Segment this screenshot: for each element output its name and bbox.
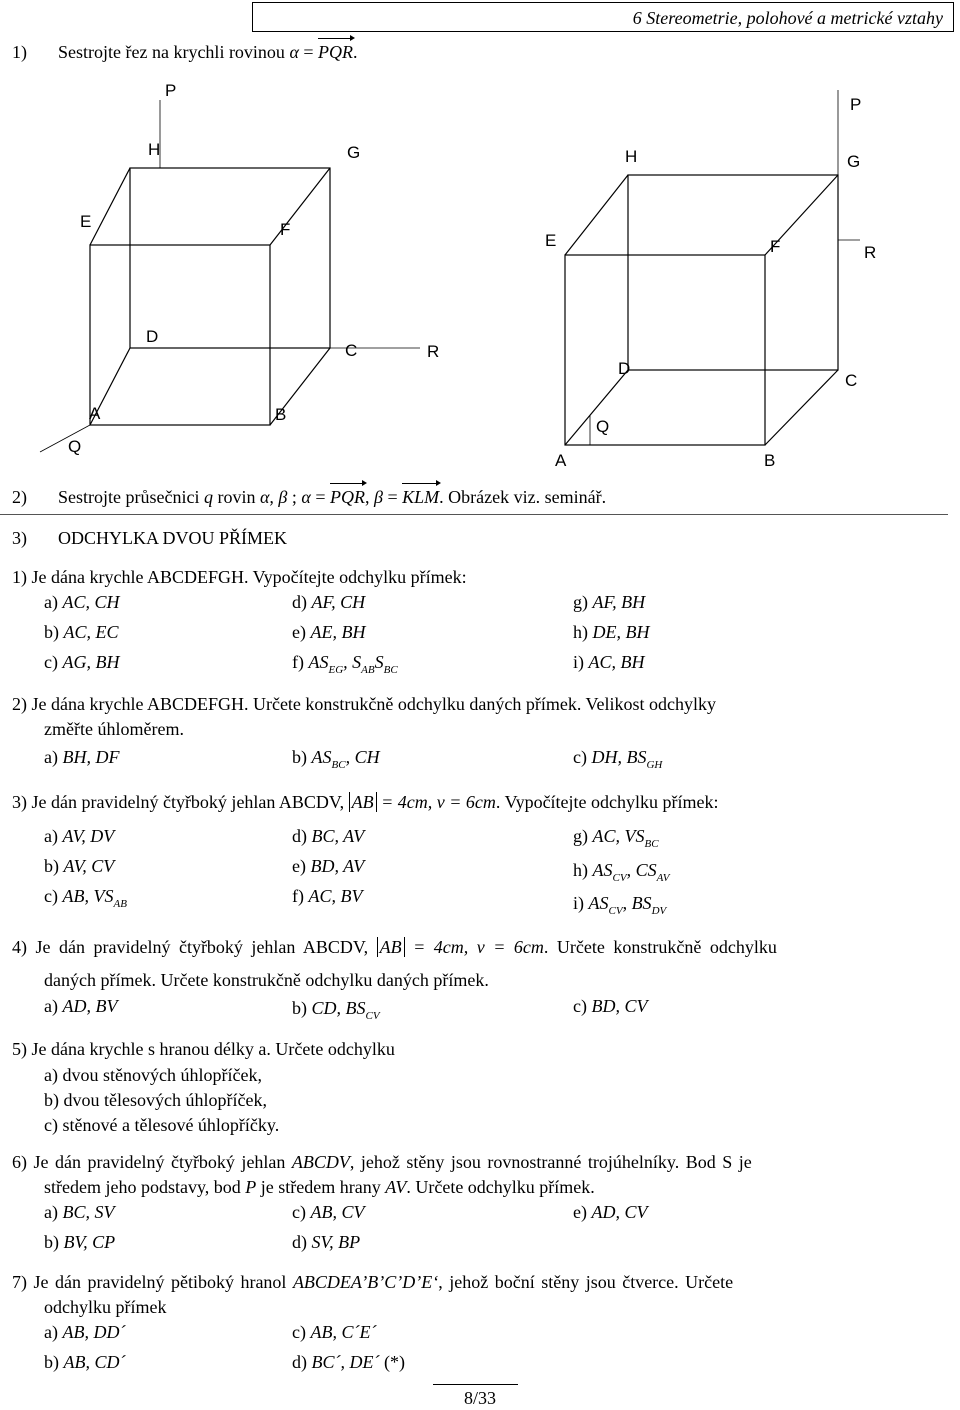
cube1-label-d: D — [146, 327, 159, 346]
cube2-label-q: Q — [596, 417, 610, 436]
cube1-label-c: C — [345, 341, 358, 360]
ex5-a: a) dvou stěnových úhlopříček, — [44, 1065, 262, 1085]
ex5-b: b) dvou tělesových úhlopříček, — [44, 1090, 267, 1110]
cube2-label-r: R — [864, 243, 877, 262]
cube2-label-a: A — [555, 451, 567, 470]
exercise6-line2: středem jeho podstavy, bod P je středem hrany AV. Určete odchylku přímek. — [44, 1177, 595, 1197]
cube1-label-g: G — [347, 143, 361, 162]
ex6-a: a) BC, SV — [44, 1202, 115, 1222]
ex6-e: e) AD, CV — [573, 1202, 648, 1222]
ex1-e: e) AE, BH — [292, 622, 366, 642]
cube1-label-q: Q — [68, 437, 82, 456]
ex3-e: e) BD, AV — [292, 856, 365, 876]
cube1-back-face — [130, 168, 330, 348]
ex1-c: c) AG, BH — [44, 652, 120, 672]
ex6-b: b) BV, CP — [44, 1232, 116, 1252]
section-title: ODCHYLKA DVOU PŘÍMEK — [58, 528, 288, 548]
exercise2-line2: změřte úhloměrem. — [44, 719, 184, 739]
ex3-a: a) AV, DV — [44, 826, 115, 846]
ex7-c: c) AB, C´E´ — [292, 1322, 377, 1342]
ex1-a: a) AC, CH — [44, 592, 120, 612]
ex1-g: g) AF, BH — [573, 592, 646, 612]
ex7-b: b) AB, CD´ — [44, 1352, 126, 1372]
cube2-label-c: C — [845, 371, 858, 390]
cube1-label-h: H — [148, 140, 161, 159]
page-number: 8/33 — [463, 1388, 496, 1408]
ex3-h: h) $AS_{CV}$, $CS_{AV}$ — [573, 860, 670, 884]
cube1-front-face — [90, 245, 270, 425]
cube2-label-f: F — [770, 237, 781, 256]
ex7-d: d) BC´, DE´ (*) — [292, 1352, 405, 1372]
ex5-c: c) stěnové a tělesové úhlopříčky. — [44, 1115, 280, 1135]
ex3-g: g) AC, $VS_{BC}$ — [573, 826, 659, 850]
cube1-label-f: F — [280, 220, 291, 239]
exercise3-intro: 3) Je dán pravidelný čtyřboký jehlan ABCDV, AB = 4cm, v = 6cm. Vypočítejte odchylku přímek: — [12, 792, 719, 812]
page-header: 6 Stereometrie, polohové a metrické vztahy — [632, 8, 943, 28]
cube2-label-b: B — [764, 451, 776, 470]
ex3-f: f) AC, BV — [292, 886, 363, 906]
ex1-f: f) $AS_{EG}$, $S_{AB}S_{BC}$ — [292, 652, 398, 676]
cube2-label-d: D — [618, 359, 631, 378]
cube1-label-e: E — [80, 212, 92, 231]
cube1-label-r: R — [427, 342, 440, 361]
ex1-d: d) AF, CH — [292, 592, 366, 612]
ex4-b: b) CD, $BS_{CV}$ — [292, 998, 380, 1022]
exercise7-line1: 7) Je dán pravidelný pětiboký hranol ABCDEA’B’C’D’E‘, jehož boční stěny jsou čtverce. Určete — [12, 1272, 734, 1292]
cube2-back-face — [628, 175, 838, 370]
cube1-label-p: P — [165, 81, 177, 100]
ex4-c: c) BD, CV — [573, 996, 648, 1016]
cube-1-labels — [68, 81, 439, 456]
task3-number: 3) — [12, 528, 27, 548]
ex2-a: a) BH, DF — [44, 747, 120, 767]
task2-number: 2) — [12, 487, 27, 507]
footer-rule — [433, 1384, 518, 1385]
ex6-c: c) AB, CV — [292, 1202, 365, 1222]
exercise7-line2: odchylku přímek — [44, 1297, 167, 1317]
cube2-front-face — [565, 255, 765, 445]
task2-text: Sestrojte průsečnici q rovin α, β ; α = PQR, β = KLM. Obrázek viz. seminář. — [58, 487, 607, 507]
ex1-b: b) AC, EC — [44, 622, 119, 642]
ex3-c: c) AB, $VS_{AB}$ — [44, 886, 127, 910]
divider — [0, 514, 948, 515]
ex6-d: d) SV, BP — [292, 1232, 361, 1252]
ex1-h: h) DE, BH — [573, 622, 650, 642]
cube1-label-a: A — [89, 404, 101, 423]
cube2-label-e: E — [545, 231, 557, 250]
cube-2 — [565, 90, 860, 445]
ex7-a: a) AB, DD´ — [44, 1322, 126, 1342]
cube2-label-p: P — [850, 95, 862, 114]
exercise4-intro: 4) Je dán pravidelný čtyřboký jehlan ABCDV, AB = 4cm, v = 6cm. Určete konstrukčně odchylku — [12, 937, 777, 957]
ex2-b: b) $AS_{BC}$, CH — [292, 747, 380, 771]
ex1-i: i) AC, BH — [573, 652, 645, 672]
ex4-a: a) AD, BV — [44, 996, 118, 1016]
ex3-i: i) $AS_{CV}$, $BS_{DV}$ — [573, 893, 667, 917]
exercise5-intro: 5) Je dána krychle s hranou délky a. Určete odchylku — [12, 1039, 395, 1059]
ex3-b: b) AV, CV — [44, 856, 115, 876]
ex2-c: c) DH, $BS_{GH}$ — [573, 747, 663, 771]
cube2-label-h: H — [625, 147, 638, 166]
ex3-d: d) BC, AV — [292, 826, 365, 846]
task1-number: 1) — [12, 42, 27, 62]
cube2-label-g: G — [847, 152, 861, 171]
cube-figures — [0, 0, 960, 490]
cube1-label-b: B — [275, 405, 287, 424]
cube-2-labels — [545, 95, 876, 470]
exercise4-line2: daných přímek. Určete konstrukčně odchylku daných přímek. — [44, 970, 489, 990]
task1-text: Sestrojte řez na krychli rovinou α = PQR. — [58, 42, 358, 62]
cube-1 — [40, 100, 420, 452]
exercise6-line1: 6) Je dán pravidelný čtyřboký jehlan ABCDV, jehož stěny jsou rovnostranné trojúhelníky. Bod S je — [12, 1152, 752, 1172]
exercise1-intro: 1) Je dána krychle ABCDEFGH. Vypočítejte odchylku přímek: — [12, 567, 467, 587]
exercise2-line1: 2) Je dána krychle ABCDEFGH. Určete konstrukčně odchylku daných přímek. Velikost odchylky — [12, 694, 717, 714]
